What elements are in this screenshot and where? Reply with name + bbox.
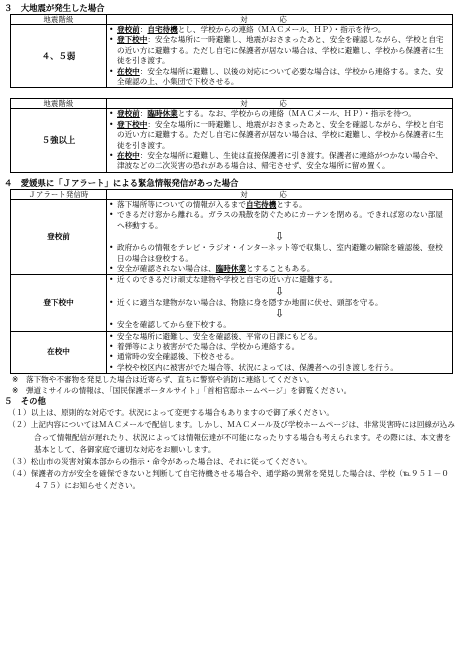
list-item: • 登校前：自宅待機とし、学校からの連絡（ＭＡＣメール、ＨＰ）・指示を待つ。 (109, 25, 450, 35)
list-item: • 通常時の安全確認後、下校させる。 (109, 352, 450, 362)
response-cell (107, 109, 453, 172)
list-item: • 安全を確認してから登下校する。 (109, 320, 450, 330)
note-line: ※ 落下物や不審物を発見した場合は近寄らず、直ちに警察や消防に連絡してください。 (12, 375, 314, 385)
list-item: • 着弾等により被害がでた場合は、学校から連絡する。 (109, 342, 450, 352)
header-jalert: Ｊアラート発信時 (11, 189, 107, 199)
jalert-school-label: 在校中 (11, 331, 107, 374)
list-item: • 登下校中：安全な場所に一時避難し、地震がおさまったあと、安全を確認しながら、学校と自宅の近い方に避難する。ただし自宅に保護者が居ない場合は、学校に避難し、学校から保護者に生徒を引き渡す。 (109, 35, 450, 66)
header-response: 対応 (107, 99, 453, 109)
list-item: • 安全な場所に避難し、安全を確認後、平常の日課にもどる。 (109, 332, 450, 342)
list-item: • できるだけ窓から離れる。ガラスの飛散を防ぐためにカーテンを閉める。できれば窓のない部屋へ移動する。 (109, 210, 450, 231)
down-arrow-icon: ⇩ (274, 230, 285, 244)
list-item: • 近くのできるだけ頑丈な建物や学校と自宅の近い方に避難する。 (109, 275, 450, 285)
list-item: • 安全が確認されない場合は、臨時休業とすることもある。 (109, 264, 450, 274)
jalert-commute-label: 登下校中 (11, 275, 107, 331)
jalert-before-response (107, 199, 453, 274)
list-item: • 登下校中：安全な場所に一時避難し、地震がおさまったあと、安全を確認しながら、学校と自宅の近い方に避難する。ただし自宅に保護者が居ない場合は、学校に避難し、学校から保護者に生徒を引き渡す。 (109, 120, 450, 151)
other-item: （４）保護者の方が安全を確保できないと判断して自宅待機させる場合や、通学路の異常を発見した場合は、学校（℡９５１－０４７５）にお知らせください。 (8, 469, 449, 491)
response-cell (107, 25, 453, 88)
list-item: • 政府からの情報をテレビ・ラジオ・インターネット等で収集し、室内避難の解除を確認後、登校日の場合は登校する。 (109, 243, 450, 264)
header-response: 対応 (107, 189, 453, 199)
jalert-table (10, 189, 453, 374)
jalert-before-label: 登校前 (11, 199, 107, 274)
level-cell: ４、５弱 (11, 25, 107, 88)
section-3-title: ３ 大地震が発生した場合 (4, 3, 105, 13)
down-arrow-icon: ⇩ (274, 284, 285, 298)
earthquake-table-1 (10, 14, 453, 88)
other-item: （１）以上は、原則的な対応です。状況によって変更する場合もありますので御了承ください。 (8, 408, 334, 418)
header-level: 地震階級 (11, 99, 107, 109)
down-arrow-icon: ⇩ (274, 307, 285, 321)
level-cell: ５強以上 (11, 109, 107, 172)
note-line: ※ 弾道ミサイルの情報は、「国民保護ポータルサイト」「首相官邸ホームページ」を御覧ください。 (12, 386, 352, 396)
list-item: • 学校や校区内に被害がでた場合等、状況によっては、保護者への引き渡しを行う。 (109, 363, 450, 373)
section-5-title: ５ その他 (4, 396, 46, 407)
document-page (4, 3, 455, 493)
header-response: 対応 (107, 15, 453, 25)
list-item: • 近くに適当な建物がない場合は、物陰に身を隠すか地面に伏せ、頭部を守る。 (109, 298, 450, 308)
list-item: • 在校中：安全な場所に避難し、生徒は直接保護者に引き渡す。保護者に連絡がつかない場合や、津波などの二次災害の恐れがある場合は、帰宅させず、安全な場所に留め置く。 (109, 151, 450, 172)
jalert-school-response (107, 331, 453, 374)
list-item: • 落下場所等についての情報が入るまで自宅待機とする。 (109, 200, 450, 210)
header-level: 地震階級 (11, 15, 107, 25)
jalert-commute-response (107, 275, 453, 331)
list-item: • 在校中：安全な場所に避難し、以後の対応について必要な場合は、学校から連絡する。また、安全確認の上、小集団で下校させる。 (109, 67, 450, 88)
list-item: • 登校前：臨時休業とする。なお、学校からの連絡（ＭＡＣメール、ＨＰ）・指示を待つ。 (109, 109, 450, 119)
earthquake-table-2 (10, 98, 453, 172)
other-item: （３）松山市の災害対策本部からの指示・命令があった場合は、それに従ってください。 (8, 456, 312, 466)
other-item: （２）上記内容についてはＭＡＣメールで配信します。しかし、ＭＡＣメール及び学校ホームページは、非常災害時には回線が込み合って情報配信が遅れたり、状況によっては情報伝達が不可能になったりする場合も考えられます。その際には、本文書を基本として、各御家庭で適切な対応をお願いします。 (8, 420, 455, 454)
section-4-title: ４ 愛媛県に「Ｊアラート」による緊急情報発信があった場合 (4, 177, 239, 188)
